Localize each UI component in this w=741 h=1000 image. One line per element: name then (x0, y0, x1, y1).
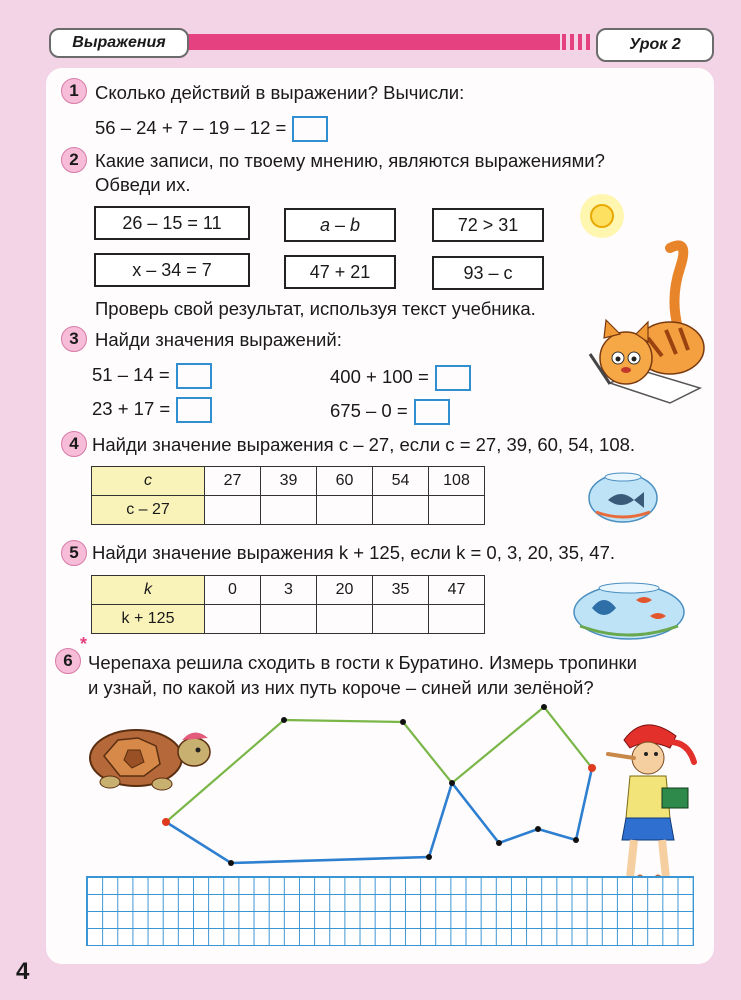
task-3-text: Найди значения выражений: (95, 329, 342, 350)
task-1-text: Сколько действий в выражении? Вычисли: (95, 82, 465, 103)
table-header-c-minus-27: c – 27 (92, 496, 205, 525)
table-header-k: k (92, 576, 205, 605)
table-cell: 35 (373, 576, 429, 605)
expression-card[interactable]: 93 – c (432, 256, 544, 290)
task-6-star: * (80, 634, 88, 654)
task-number-5: 5 (61, 540, 87, 566)
task-4-text: Найди значение выражения c – 27, если c = 27, 39, 60, 54, 108. (92, 434, 636, 455)
task-2-text-line2: Обведи их. (95, 174, 191, 195)
turtle-illustration (84, 716, 216, 794)
lesson-label: Урок 2 (596, 28, 714, 62)
expression-card[interactable]: 26 – 15 = 11 (94, 206, 250, 240)
expression-card[interactable]: x – 34 = 7 (94, 253, 250, 287)
task-3-expression: 51 – 14 = (92, 363, 170, 385)
page-number: 4 (16, 958, 30, 985)
task-5-text: Найди значение выражения k + 125, если k = 0, 3, 20, 35, 47. (92, 542, 616, 563)
task-3-expression: 23 + 17 = (92, 397, 171, 419)
task-number-1: 1 (61, 78, 87, 104)
green-path (166, 707, 592, 822)
task-1-expression: 56 – 24 + 7 – 19 – 12 = (95, 116, 287, 138)
table-cell: 39 (261, 467, 317, 496)
buratino-illustration (600, 718, 700, 894)
table-cell: 20 (317, 576, 373, 605)
table-header-c: c (92, 467, 205, 496)
table-cell: 3 (261, 576, 317, 605)
task-number-3: 3 (61, 326, 87, 352)
table-cell: 47 (429, 576, 485, 605)
task-number-2: 2 (61, 147, 87, 173)
table-cell: 27 (205, 467, 261, 496)
task-3-expression: 675 – 0 = (330, 399, 408, 421)
table-cell: 0 (205, 576, 261, 605)
table-cell: 54 (373, 467, 429, 496)
expression-card[interactable]: 47 + 21 (284, 255, 396, 289)
task-number-6: 6 (55, 648, 81, 674)
start-point (162, 818, 170, 826)
table-cell: 60 (317, 467, 373, 496)
table-cell: 108 (429, 467, 485, 496)
expression-card[interactable]: a – b (284, 208, 396, 242)
task-6-text-line1: Черепаха решила сходить в гости к Буратино. Измерь тропинки (88, 652, 637, 673)
task-2-text-line1: Какие записи, по твоему мнению, являются выражениями? (95, 150, 605, 171)
end-point (588, 764, 596, 772)
expression-card[interactable]: 72 > 31 (432, 208, 544, 242)
task-2-check-text: Проверь свой результат, используя текст учебника. (95, 298, 536, 319)
table-header-k-plus-125: k + 125 (92, 605, 205, 634)
task-3-expression: 400 + 100 = (330, 365, 429, 387)
task-6-text-line2: и узнай, по какой из них путь короче – синей или зелёной? (88, 677, 594, 698)
task-number-4: 4 (61, 431, 87, 457)
answer-grid[interactable] (86, 876, 694, 946)
topic-label: Выражения (49, 28, 189, 58)
blue-path (166, 768, 592, 863)
